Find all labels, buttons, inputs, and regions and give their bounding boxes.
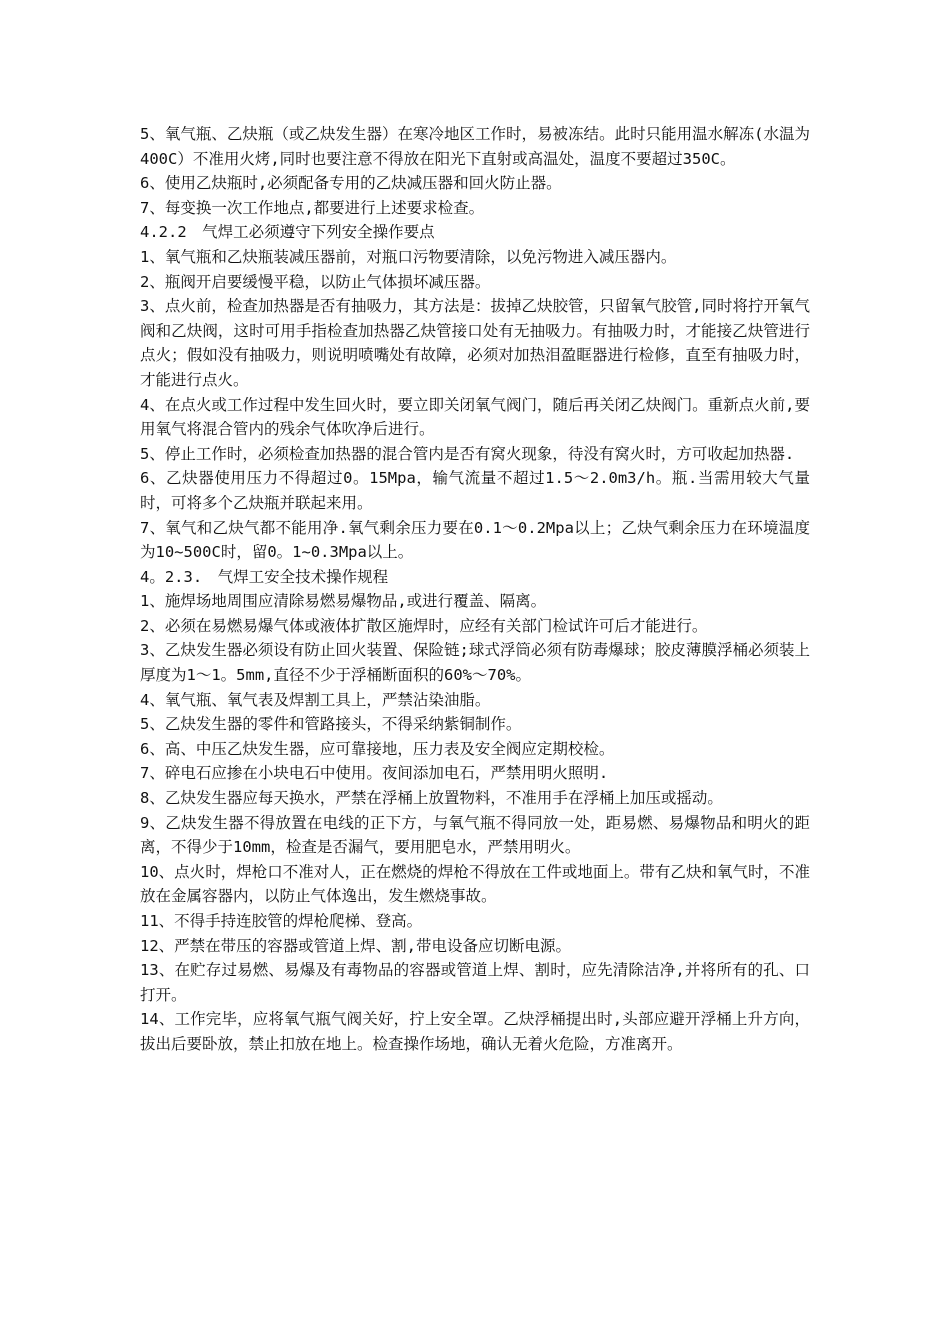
section-heading-4-2-2: 4.2.2 气焊工必须遵守下列安全操作要点 [140,223,435,242]
rule-2-permit: 2、必须在易燃易爆气体或液体扩散区施焊时，应经有关部门检试许可后才能进行。 [140,616,708,635]
paragraph-7-inspection: 7、每变换一次工作地点,都要进行上述要求检查。 [140,198,485,217]
rule-9-placement: 9、乙炔发生器不得放置在电线的正下方，与氧气瓶不得同放一处，距易燃、易爆物品和明火的距离，不得少于10mm，检查是否漏气，要用肥皂水，严禁用明火。 [140,813,810,857]
rule-1-site-clearing: 1、施焊场地周围应清除易燃易爆物品,或进行覆盖、隔离。 [140,592,547,611]
paragraph-5-cold-thaw: 5、氧气瓶、乙炔瓶（或乙炔发生器）在寒冷地区工作时，易被冻结。此时只能用温水解冻(水温为400C）不准用火烤,同时也要注意不得放在阳光下直射或高温处，温度不要超过350C。 [140,125,810,168]
paragraph-2-valve: 2、瓶阀开启要缓慢平稳，以防止气体损坏减压器。 [140,272,491,291]
rule-3-backfire-device: 3、乙炔发生器必须设有防止回火装置、保险链;球式浮筒必须有防毒爆球；胶皮薄膜浮桶必须装上厚度为1～1。5mm,直径不少于浮桶断面积的60%～70%。 [140,641,810,685]
rule-10-ignition: 10、点火时，焊枪口不准对人，正在燃烧的焊枪不得放在工件或地面上。带有乙炔和氧气时，不准放在金属容器内，以防止气体逸出，发生燃烧事故。 [140,862,810,906]
rule-7-carbide: 7、碎电石应掺在小块电石中使用。夜间添加电石，严禁用明火照明. [140,764,609,783]
rule-11-no-climbing: 11、不得手持连胶管的焊枪爬梯、登高。 [140,912,423,930]
paragraph-7-residual-pressure: 7、氧气和乙炔气都不能用净.氧气剩余压力要在0.1～0.2Mpa以上；乙炔气剩余压力在环境温度为10~500C时，留0。1~0.3Mpa以上。 [140,518,810,562]
paragraph-1-regulator: 1、氧气瓶和乙炔瓶装减压器前，对瓶口污物要清除，以免污物进入减压器内。 [140,247,677,266]
rule-5-no-copper: 5、乙炔发生器的零件和管路接头，不得采纳紫铜制作。 [140,715,522,734]
rule-4-no-grease: 4、氧气瓶、氧气表及焊割工具上，严禁沾染油脂。 [140,690,491,709]
rule-8-water-change: 8、乙炔发生器应每天换水，严禁在浮桶上放置物料，不准用手在浮桶上加压或摇动。 [140,789,723,808]
rule-14-finish-work: 14、工作完毕，应将氧气瓶气阀关好，拧上安全罩。乙炔浮桶提出时,头部应避开浮桶上升方向，拔出后要卧放，禁止扣放在地上。检查操作场地，确认无着火危险，方准离开。 [140,1010,810,1053]
paragraph-4-backfire: 4、在点火或工作过程中发生回火时，要立即关闭氧气阀门，随后再关闭乙炔阀门。重新点火前,要用氧气将混合管内的残余气体吹净后进行。 [140,395,810,439]
document-body [140,122,810,1057]
paragraph-6-acetylene-regulator: 6、使用乙炔瓶时,必须配备专用的乙炔减压器和回火防止器。 [140,174,562,193]
paragraph-5-stop-work: 5、停止工作时，必须检查加热器的混合管内是否有窝火现象，待没有窝火时，方可收起加热器. [140,444,795,463]
rule-12-pressurized: 12、严禁在带压的容器或管道上焊、割,带电设备应切断电源。 [140,936,571,955]
rule-6-grounding: 6、高、中压乙炔发生器，应可靠接地，压力表及安全阀应定期校检。 [140,739,615,758]
section-heading-4-2-3: 4。2.3. 气焊工安全技术操作规程 [140,567,389,586]
paragraph-6-pressure: 6、乙炔器使用压力不得超过0。15Mpa，输气流量不超过1.5～2.0m3/h。瓶.当需用较大气量时，可将多个乙炔瓶并联起来用。 [140,469,810,512]
rule-13-containers: 13、在贮存过易燃、易爆及有毒物品的容器或管道上焊、割时，应先清除洁净,并将所有的孔、口打开。 [140,961,810,1004]
paragraph-3-ignition: 3、点火前，检查加热器是否有抽吸力，其方法是：拔掉乙炔胶管，只留氧气胶管,同时将拧开氧气阀和乙炔阀，这时可用手指检查加热器乙炔管接口处有无抽吸力。有抽吸力时，才能接乙炔管进行点火；假如没有抽吸力，则说明喷嘴处有故障，必须对加热泪盈眶器进行检修，直至有抽吸力时，才能进行点火。 [140,297,810,389]
